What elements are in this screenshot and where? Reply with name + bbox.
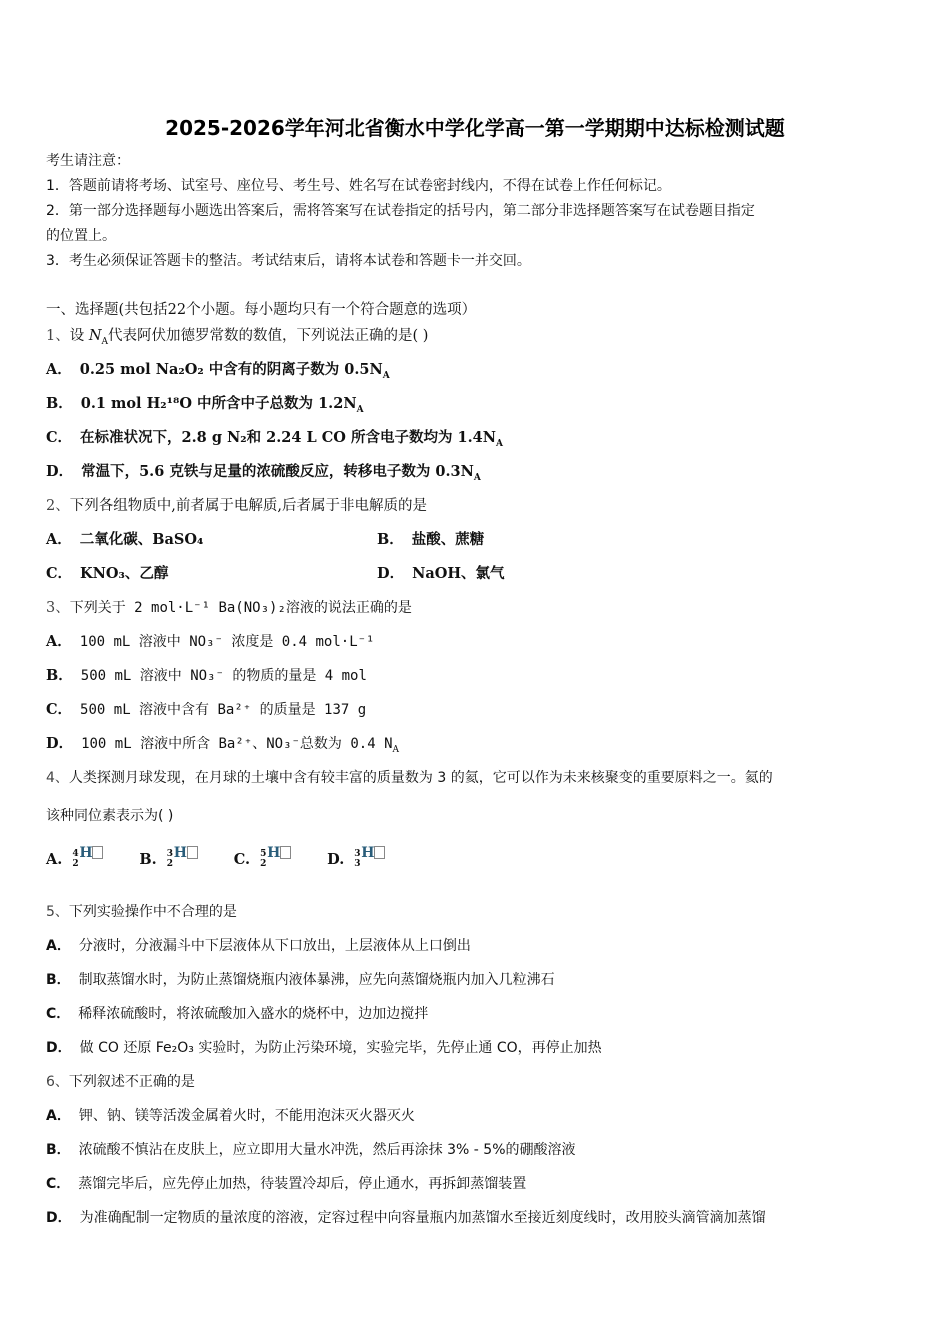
element-symbol: H — [79, 845, 93, 861]
notice-heading: 考生请注意： — [46, 153, 130, 169]
option-text: 蒸馏完毕后，应先停止加热，待装置冷却后，停止通水，再拆卸蒸馏装置 — [78, 1176, 527, 1192]
atomic-number: 2 — [260, 859, 267, 869]
option-label: A． — [46, 938, 71, 954]
subscript: A — [496, 438, 503, 449]
question-number: 2、 — [46, 498, 70, 514]
subscript: A — [392, 744, 400, 755]
question-number: 6、 — [46, 1074, 69, 1090]
option-text: 盐酸、蔗糖 — [411, 531, 485, 548]
option-text: NaOH、氯气 — [412, 565, 505, 582]
option-text: KNO₃、乙醇 — [80, 565, 169, 582]
element-symbol: H — [173, 845, 187, 861]
option-text: 100 mL 溶液中 NO₃⁻ 浓度是 0.4 mol·L⁻¹ — [79, 634, 375, 650]
question-number: 3、 — [46, 600, 70, 616]
option-label: B． — [46, 1142, 71, 1158]
notice-item-3: 3．考生必须保证答题卡的整洁。考试结束后，请将本试卷和答题卡一并交回。 — [46, 253, 531, 269]
q4-option-c — [234, 846, 300, 870]
q6-option-c — [46, 1174, 526, 1194]
option-label: D． — [46, 735, 74, 752]
question-number: 4、 — [46, 770, 69, 786]
q3-option-a — [46, 632, 374, 652]
missing-glyph-icon — [280, 846, 291, 859]
stem-text: 设 — [69, 328, 89, 344]
option-label: B． — [46, 667, 73, 684]
atomic-number: 2 — [166, 859, 173, 869]
q5-option-b — [46, 970, 555, 990]
q4-option-b — [139, 846, 206, 870]
q4-options — [46, 846, 416, 870]
notice-item-2: 2．第一部分选择题每小题选出答案后，需将答案写在试卷指定的括号内，第二部分非选择题答案写在试卷题目指定 — [46, 203, 755, 219]
section-heading: 一、选择题(共包括22个小题。每小题均只有一个符合题意的选项） — [46, 302, 477, 318]
option-text: 0.1 mol H₂¹⁸O 中所含中子总数为 1.2N — [80, 395, 357, 412]
question-number: 1、 — [46, 328, 70, 344]
q4-option-d — [327, 846, 394, 870]
question-4-stem-cont: 该种同位素表示为( ) — [46, 808, 174, 824]
option-label: C． — [46, 565, 73, 582]
mass-number: 4 — [72, 849, 79, 859]
question-1-stem — [46, 326, 428, 346]
option-text: 浓硫酸不慎沾在皮肤上，应立即用大量水冲洗，然后再涂抹 3% - 5%的硼酸溶液 — [78, 1142, 576, 1158]
stem-text: 代表阿伏加德罗常数的数值，下列说法正确的是( ) — [108, 328, 429, 344]
q6-option-b — [46, 1140, 576, 1160]
option-label: D． — [377, 565, 405, 582]
question-6-stem — [46, 1072, 195, 1092]
q2-option-a — [46, 530, 203, 550]
subscript: A — [101, 336, 109, 347]
q4-option-a — [46, 846, 112, 870]
q1-option-c — [46, 428, 503, 448]
atomic-number: 3 — [354, 859, 361, 869]
option-text: 做 CO 还原 Fe₂O₃ 实验时，为防止污染环境，实验完毕，先停止通 CO，再停止加热 — [79, 1040, 602, 1056]
notice-item-1: 1．答题前请将考场、试室号、座位号、考生号、姓名写在试卷密封线内，不得在试卷上作任何标记。 — [46, 178, 671, 194]
mass-number: 3 — [354, 849, 361, 859]
q3-option-c — [46, 700, 366, 720]
q5-option-a — [46, 936, 471, 956]
missing-glyph-icon — [187, 846, 198, 859]
isotope-notation — [354, 846, 394, 870]
missing-glyph-icon — [92, 846, 103, 859]
stem-text: 下列关于 2 mol·L⁻¹ Ba(NO₃)₂溶液的说法正确的是 — [69, 600, 412, 616]
option-label: D. — [327, 851, 345, 868]
option-text: 500 mL 溶液中 NO₃⁻ 的物质的量是 4 mol — [80, 668, 367, 684]
q1-option-a — [46, 360, 390, 380]
option-label: B． — [46, 972, 71, 988]
option-text: 稀释浓硫酸时，将浓硫酸加入盛水的烧杯中，边加边搅拌 — [78, 1006, 429, 1022]
q6-option-a — [46, 1106, 415, 1126]
option-text: 钾、钠、镁等活泼金属着火时，不能用泡沫灭火器灭火 — [78, 1108, 415, 1124]
option-label: D． — [46, 1210, 72, 1226]
option-label: C． — [46, 1176, 71, 1192]
option-text: 二氧化碳、BaSO₄ — [79, 531, 204, 548]
missing-glyph-icon — [374, 846, 385, 859]
option-label: D． — [46, 1040, 72, 1056]
notice-item-2-cont: 的位置上。 — [46, 228, 116, 244]
q6-option-d — [46, 1208, 766, 1228]
option-label: B. — [139, 851, 157, 868]
stem-text: 下列各组物质中,前者属于电解质,后者属于非电解质的是 — [69, 498, 427, 514]
stem-text: 人类探测月球发现，在月球的土壤中含有较丰富的质量数为 3 的氦，它可以作为未来核聚变的重要原料之一。氦的 — [68, 770, 773, 786]
q5-option-c — [46, 1004, 428, 1024]
q1-option-d — [46, 462, 481, 482]
q3-option-b — [46, 666, 367, 686]
option-text: 常温下，5.6 克铁与足量的浓硫酸反应，转移电子数为 0.3N — [81, 463, 474, 480]
q1-option-b — [46, 394, 364, 414]
stem-text: 下列叙述不正确的是 — [68, 1074, 195, 1090]
q3-option-d — [46, 734, 399, 754]
isotope-notation — [260, 846, 300, 870]
option-text: 为准确配制一定物质的量浓度的溶液，定容过程中向容量瓶内加蒸馏水至接近刻度线时，改用胶头滴管滴加蒸馏 — [79, 1210, 766, 1226]
option-label: A. — [46, 851, 63, 868]
option-label: B． — [377, 531, 404, 548]
question-number: 5、 — [46, 904, 69, 920]
option-label: C． — [46, 701, 73, 718]
option-label: A． — [46, 633, 72, 650]
element-symbol: H — [267, 845, 281, 861]
option-label: C． — [46, 1006, 71, 1022]
q2-option-d — [377, 564, 505, 584]
option-label: D． — [46, 463, 74, 480]
atomic-number: 2 — [72, 859, 79, 869]
document-title: 2025-2026学年河北省衡水中学化学高一第一学期期中达标检测试题 — [165, 116, 785, 140]
option-text: 在标准状况下，2.8 g N₂和 2.24 L CO 所含电子数均为 1.4N — [80, 429, 497, 446]
question-2-stem — [46, 496, 427, 516]
symbol-na: N — [88, 328, 102, 344]
element-symbol: H — [361, 845, 375, 861]
subscript: A — [382, 370, 390, 381]
isotope-notation — [167, 846, 207, 870]
q5-option-d — [46, 1038, 602, 1058]
question-5-stem — [46, 902, 237, 922]
option-label: A． — [46, 361, 72, 378]
q2-option-c — [46, 564, 168, 584]
subscript: A — [473, 472, 481, 483]
question-3-stem — [46, 598, 412, 618]
subscript: A — [356, 404, 364, 415]
option-label: C． — [46, 429, 73, 446]
option-text: 0.25 mol Na₂O₂ 中含有的阴离子数为 0.5N — [79, 361, 383, 378]
mass-number: 5 — [260, 849, 267, 859]
option-text: 100 mL 溶液中所含 Ba²⁺、NO₃⁻总数为 0.4 N — [81, 736, 393, 752]
option-label: A． — [46, 531, 72, 548]
option-text: 分液时，分液漏斗中下层液体从下口放出，上层液体从上口倒出 — [78, 938, 471, 954]
question-4-stem — [46, 768, 773, 788]
option-text: 500 mL 溶液中含有 Ba²⁺ 的质量是 137 g — [80, 702, 367, 718]
mass-number: 3 — [166, 849, 173, 859]
option-label: A． — [46, 1108, 71, 1124]
stem-text: 下列实验操作中不合理的是 — [68, 904, 237, 920]
option-label: B． — [46, 395, 73, 412]
option-text: 制取蒸馏水时，为防止蒸馏烧瓶内液体暴沸，应先向蒸馏烧瓶内加入几粒沸石 — [78, 972, 555, 988]
q2-option-b — [377, 530, 484, 550]
isotope-notation — [72, 846, 112, 870]
option-label: C. — [233, 851, 251, 868]
